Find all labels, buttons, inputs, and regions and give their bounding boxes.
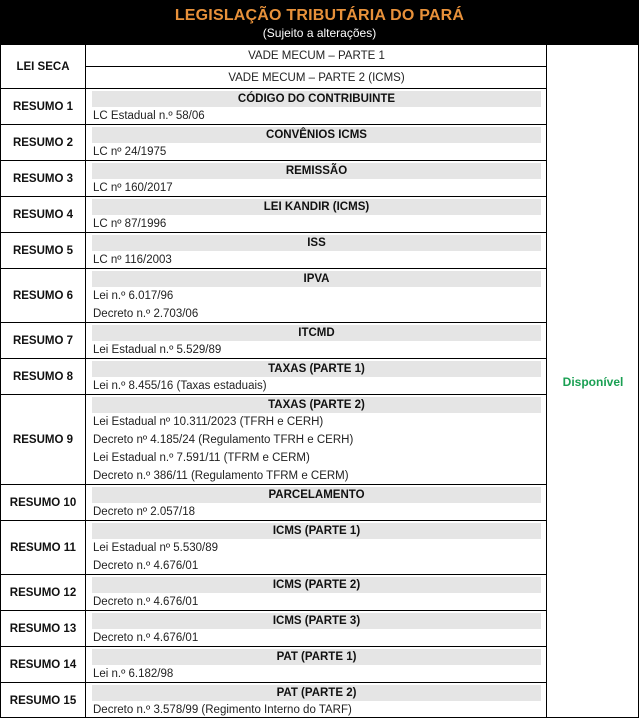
legislation-table xyxy=(0,45,639,718)
row-content xyxy=(86,611,547,646)
section-title[interactable]: ICMS (PARTE 2) xyxy=(92,577,541,593)
legislation-reference: LC nº 87/1996 xyxy=(93,218,167,230)
row-content xyxy=(86,197,547,232)
legislation-reference: LC Estadual n.º 58/06 xyxy=(93,110,205,122)
row-content xyxy=(86,485,547,520)
section-title[interactable]: TAXAS (PARTE 1) xyxy=(92,361,541,377)
status-badge: Disponível xyxy=(562,374,624,389)
row-content xyxy=(86,575,547,610)
section-title[interactable]: ICMS (PARTE 1) xyxy=(92,523,541,539)
legislation-reference: Lei Estadual nº 5.530/89 xyxy=(93,542,219,554)
section-title[interactable]: CONVÊNIOS ICMS xyxy=(92,127,541,143)
section-title[interactable]: PAT (PARTE 2) xyxy=(92,685,541,701)
section-title[interactable]: LEI KANDIR (ICMS) xyxy=(92,199,541,215)
section-title[interactable]: ISS xyxy=(92,235,541,251)
legislation-reference: Decreto n.º 2.703/06 xyxy=(93,308,199,320)
row-label: RESUMO 10 xyxy=(1,485,86,520)
row-label: RESUMO 11 xyxy=(1,521,86,574)
row-label: RESUMO 2 xyxy=(1,125,86,160)
legislation-reference: Decreto nº 2.057/18 xyxy=(93,506,196,518)
page-title: LEGISLAÇÃO TRIBUTÁRIA DO PARÁ xyxy=(174,7,465,24)
section-title[interactable]: IPVA xyxy=(92,271,541,287)
row-label: RESUMO 9 xyxy=(1,395,86,484)
legislation-reference: Lei Estadual nº 10.311/2023 (TFRH e CERH) xyxy=(93,416,324,428)
legislation-reference: LC nº 24/1975 xyxy=(93,146,167,158)
row-label: RESUMO 12 xyxy=(1,575,86,610)
legislation-reference: Decreto n.º 3.578/99 (Regimento Interno do TARF) xyxy=(93,704,352,716)
row-content xyxy=(86,647,547,682)
table-row xyxy=(1,323,547,359)
row-label: RESUMO 4 xyxy=(1,197,86,232)
table-header xyxy=(0,0,639,45)
table-row xyxy=(1,269,547,323)
table-row xyxy=(1,197,547,233)
row-content xyxy=(86,45,547,88)
table-row xyxy=(1,485,547,521)
row-content xyxy=(86,161,547,196)
legislation-reference: Lei n.º 8.455/16 (Taxas estaduais) xyxy=(93,380,267,392)
row-label: RESUMO 13 xyxy=(1,611,86,646)
legislation-reference: Decreto n.º 4.676/01 xyxy=(93,560,199,572)
legislation-reference: Decreto n.º 4.676/01 xyxy=(93,632,199,644)
section-title[interactable]: PAT (PARTE 1) xyxy=(92,649,541,665)
vade-mecum-link[interactable]: VADE MECUM – PARTE 2 (ICMS) xyxy=(228,72,405,84)
row-content xyxy=(86,233,547,268)
row-label: LEI SECA xyxy=(1,45,86,88)
row-content xyxy=(86,269,547,322)
status-column xyxy=(546,45,639,718)
section-title[interactable]: PARCELAMENTO xyxy=(92,487,541,503)
row-content xyxy=(86,521,547,574)
row-content xyxy=(86,395,547,484)
table-row-lei-seca xyxy=(1,45,547,89)
table-row xyxy=(1,395,547,485)
legislation-reference: LC nº 116/2003 xyxy=(93,254,172,266)
row-content xyxy=(86,359,547,394)
legislation-reference: Lei Estadual n.º 7.591/11 (TFRM e CERM) xyxy=(93,452,310,464)
table-row xyxy=(1,89,547,125)
section-title[interactable]: ITCMD xyxy=(92,325,541,341)
page-subtitle: (Sujeito a alterações) xyxy=(262,26,377,40)
table-row xyxy=(1,359,547,395)
row-label: RESUMO 1 xyxy=(1,89,86,124)
row-label: RESUMO 6 xyxy=(1,269,86,322)
vade-mecum-link[interactable]: VADE MECUM – PARTE 1 xyxy=(86,45,547,67)
section-title[interactable]: CÓDIGO DO CONTRIBUINTE xyxy=(92,91,541,107)
section-title[interactable]: REMISSÃO xyxy=(92,163,541,179)
legislation-reference: Decreto n.º 386/11 (Regulamento TFRM e CERM) xyxy=(93,470,349,482)
table-row xyxy=(1,611,547,647)
table-row xyxy=(1,683,547,718)
row-content xyxy=(86,323,547,358)
row-label: RESUMO 3 xyxy=(1,161,86,196)
legislation-reference: Decreto n.º 4.676/01 xyxy=(93,596,199,608)
table-row xyxy=(1,521,547,575)
row-label: RESUMO 5 xyxy=(1,233,86,268)
row-content xyxy=(86,125,547,160)
legislation-reference: Lei n.º 6.182/98 xyxy=(93,668,174,680)
row-label: RESUMO 8 xyxy=(1,359,86,394)
legislation-reference: Decreto nº 4.185/24 (Regulamento TFRH e CERH) xyxy=(93,434,354,446)
row-content xyxy=(86,89,547,124)
row-label: RESUMO 7 xyxy=(1,323,86,358)
legislation-reference: Lei Estadual n.º 5.529/89 xyxy=(93,344,222,356)
section-title[interactable]: ICMS (PARTE 3) xyxy=(92,613,541,629)
table-row xyxy=(1,647,547,683)
section-title[interactable]: TAXAS (PARTE 2) xyxy=(92,397,541,413)
row-content xyxy=(86,683,547,718)
table-row xyxy=(1,233,547,269)
table-row xyxy=(1,161,547,197)
row-label: RESUMO 14 xyxy=(1,647,86,682)
legislation-reference: Lei n.º 6.017/96 xyxy=(93,290,174,302)
row-label: RESUMO 15 xyxy=(1,683,86,718)
table-row xyxy=(1,125,547,161)
legislation-reference: LC nº 160/2017 xyxy=(93,182,173,194)
table-row xyxy=(1,575,547,611)
